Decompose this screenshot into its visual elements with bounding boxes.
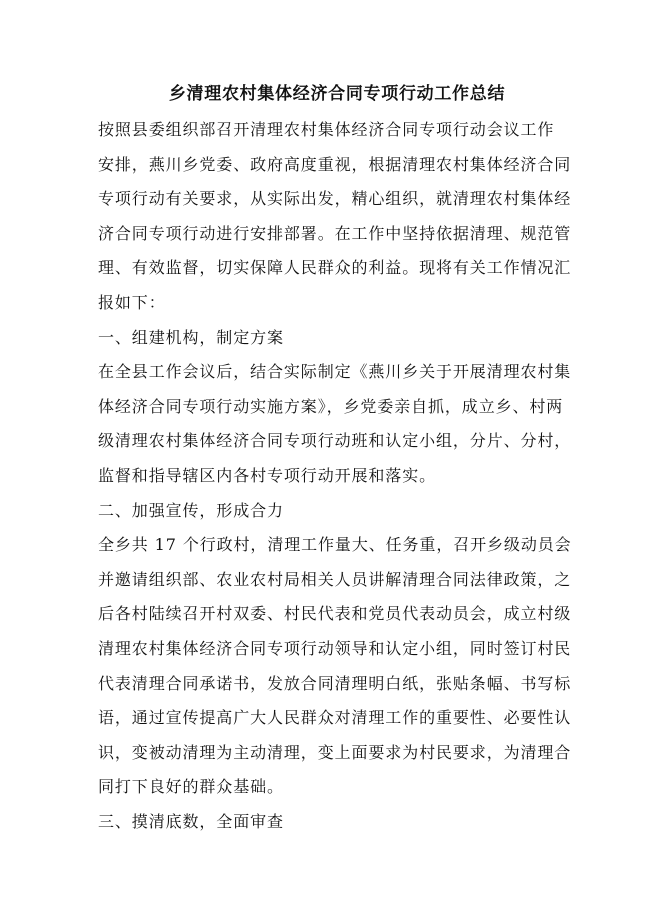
body-line: 清理农村集体经济合同专项行动领导和认定小组，同时签订村民: [98, 638, 572, 658]
body-line: 识，变被动清理为主动清理，变上面要求为村民要求，为清理合: [98, 742, 572, 762]
body-line: 同打下良好的群众基础。: [98, 777, 284, 797]
body-line: 济合同专项行动进行安排部署。在工作中坚持依据清理、规范管: [98, 223, 572, 243]
body-line: 并邀请组织部、农业农村局相关人员讲解清理合同法律政策，之: [98, 569, 572, 589]
body-line: 专项行动有关要求，从实际出发，精心组织，就清理农村集体经: [98, 189, 572, 209]
body-line: 报如下：: [98, 292, 166, 312]
body-line: 全乡共 17 个行政村，清理工作量大、任务重，召开乡级动员会: [98, 535, 572, 555]
body-line: 监督和指导辖区内各村专项行动开展和落实。: [98, 465, 437, 485]
body-line: 安排，燕川乡党委、政府高度重视，根据清理农村集体经济合同: [98, 154, 572, 174]
body-line: 代表清理合同承诺书，发放合同清理明白纸，张贴条幅、书写标: [98, 673, 572, 693]
body-line: 理、有效监督，切实保障人民群众的利益。现将有关工作情况汇: [98, 258, 572, 278]
body-line: 在全县工作会议后，结合实际制定《燕川乡关于开展清理农村集: [98, 362, 572, 382]
document-title: 乡清理农村集体经济合同专项行动工作总结: [168, 84, 506, 104]
section-heading: 一、组建机构，制定方案: [98, 327, 284, 347]
body-line: 后各村陆续召开村双委、村民代表和党员代表动员会，成立村级: [98, 604, 572, 624]
body-line: 按照县委组织部召开清理农村集体经济合同专项行动会议工作: [98, 120, 555, 139]
section-heading: 三、摸清底数，全面审查: [98, 811, 284, 831]
body-line: 体经济合同专项行动实施方案》，乡党委亲自抓，成立乡、村两: [98, 396, 564, 416]
section-heading: 二、加强宣传，形成合力: [98, 500, 284, 520]
body-line: 级清理农村集体经济合同专项行动班和认定小组，分片、分村，: [98, 431, 572, 451]
body-line: 语，通过宣传提高广大人民群众对清理工作的重要性、必要性认: [98, 708, 572, 728]
